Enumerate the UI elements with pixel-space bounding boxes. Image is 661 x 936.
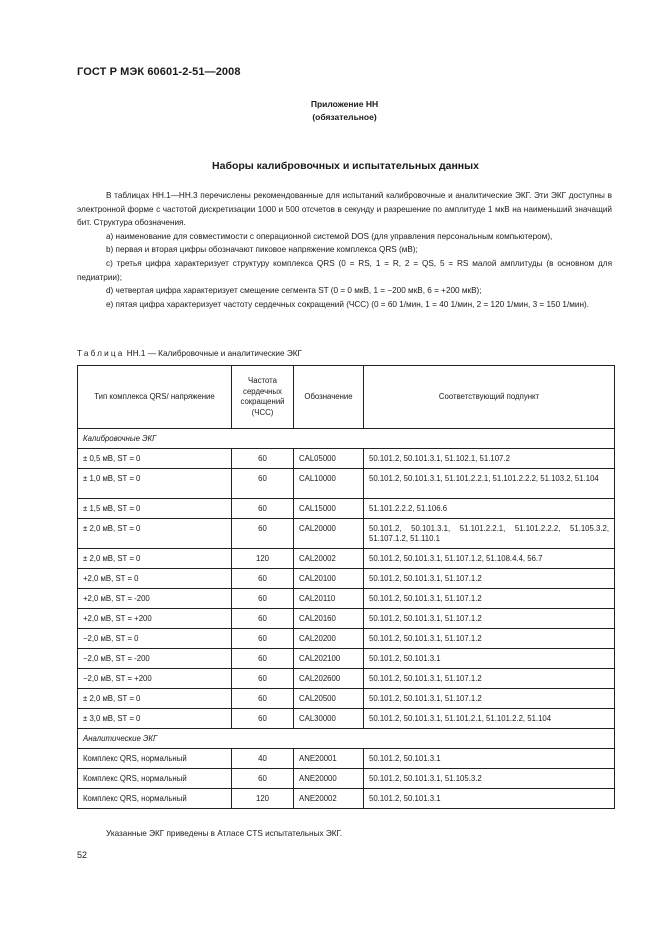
cell-subclause: 51.101.2.2.2, 51.106.6: [364, 499, 615, 519]
cell-subclause: 50.101.2, 50.101.3.1, 51.107.1.2: [364, 689, 615, 709]
cell-subclause: 50.101.2, 50.101.3.1, 51.107.1.2: [364, 629, 615, 649]
cell-qrs-type: Комплекс QRS, нормальный: [78, 789, 232, 809]
cell-heart-rate: 60: [232, 499, 294, 519]
table-row: [78, 499, 615, 519]
table-row: [78, 589, 615, 609]
cell-heart-rate: 60: [232, 519, 294, 549]
header-designation: Обозначение: [294, 366, 364, 429]
table-row: [78, 469, 615, 499]
cell-subclause: 50.101.2, 50.101.3.1, 51.101.2.2.1, 51.101.2.2.2, 51.105.3.2, 51.107.1.2, 51.110.1: [364, 519, 615, 549]
intro-paragraph: В таблицах НН.1—НН.3 перечислены рекомендованные для испытаний калибровочные и аналитические ЭКГ. Эти ЭКГ доступны в электронной форме с частотой дискретизации 1000 и 500 отсчетов в секунду и разрешение по амплитуде 1 мкВ на наименьший значащий бит. Структура обозначения.: [77, 191, 612, 228]
cell-heart-rate: 60: [232, 629, 294, 649]
annex-heading: [0, 98, 661, 124]
cell-heart-rate: 60: [232, 769, 294, 789]
ecg-table: [77, 365, 615, 809]
section-title-text: Наборы калибровочных и испытательных данных: [212, 160, 479, 172]
table-row: [78, 669, 615, 689]
cell-designation: CAL20160: [294, 609, 364, 629]
intro-item-a: a) наименование для совместимости с операционной системой DOS (для управления персональным компьютером),: [106, 231, 553, 241]
cell-subclause: 50.101.2, 50.101.3.1: [364, 649, 615, 669]
cell-qrs-type: +2,0 мВ, ST = -200: [78, 589, 232, 609]
cell-designation: CAL20110: [294, 589, 364, 609]
cell-heart-rate: 60: [232, 649, 294, 669]
cell-qrs-type: Комплекс QRS, нормальный: [78, 749, 232, 769]
intro-item-c: c) третья цифра характеризует структуру комплекса QRS (0 = RS, 1 = R, 2 = QS, 5 = RS малой амплитуды (в основном для педиатрии);: [77, 258, 612, 282]
cell-subclause: 50.101.2, 50.101.3.1, 51.107.1.2: [364, 589, 615, 609]
header-subclause: Соответствующий подпункт: [364, 366, 615, 429]
table-row: [78, 609, 615, 629]
cell-qrs-type: +2,0 мВ, ST = +200: [78, 609, 232, 629]
table-caption-rest: НН.1 — Калибровочные и аналитические ЭКГ: [124, 349, 302, 358]
cell-designation: CAL15000: [294, 499, 364, 519]
cell-designation: CAL30000: [294, 709, 364, 729]
cell-qrs-type: ± 2,0 мВ, ST = 0: [78, 549, 232, 569]
table-row: [78, 549, 615, 569]
table-row: [78, 649, 615, 669]
cell-qrs-type: +2,0 мВ, ST = 0: [78, 569, 232, 589]
cell-designation: CAL20500: [294, 689, 364, 709]
cell-heart-rate: 60: [232, 569, 294, 589]
cell-qrs-type: ± 0,5 мВ, ST = 0: [78, 449, 232, 469]
intro-item-e: e) пятая цифра характеризует частоту сердечных сокращений (ЧСС) (0 = 60 1/мин, 1 = 40 1/мин, 2 = 120 1/мин, 3 = 150 1/мин).: [106, 299, 589, 309]
page-number: 52: [77, 850, 88, 860]
intro-item-b: b) первая и вторая цифры обозначают пиковое напряжение комплекса QRS (мВ);: [106, 245, 418, 255]
cell-subclause: 50.101.2, 50.101.3.1, 51.107.1.2: [364, 609, 615, 629]
table-row: [78, 749, 615, 769]
cell-designation: CAL10000: [294, 469, 364, 499]
cell-subclause: 50.101.2, 50.101.3.1, 51.102.1, 51.107.2: [364, 449, 615, 469]
cell-qrs-type: −2,0 мВ, ST = 0: [78, 629, 232, 649]
section-row-calibration: [78, 429, 615, 449]
cell-subclause: 50.101.2, 50.101.3.1, 51.107.1.2, 51.108.4.4, 56.7: [364, 549, 615, 569]
section-label-analytic: Аналитические ЭКГ: [78, 729, 615, 749]
cell-designation: ANE20002: [294, 789, 364, 809]
section-row-analytic: [78, 729, 615, 749]
cell-heart-rate: 60: [232, 469, 294, 499]
cell-designation: CAL202600: [294, 669, 364, 689]
table-row: [78, 689, 615, 709]
cell-designation: ANE20001: [294, 749, 364, 769]
cell-subclause: 50.101.2, 50.101.3.1, 51.101.2.2.1, 51.101.2.2.2, 51.103.2, 51.104: [364, 469, 615, 499]
annex-status: (обязательное): [312, 112, 377, 122]
table-row: [78, 519, 615, 549]
cell-subclause: 50.101.2, 50.101.3.1: [364, 789, 615, 809]
cell-subclause: 50.101.2, 50.101.3.1, 51.101.2.1, 51.101.2.2, 51.104: [364, 709, 615, 729]
table-caption: [77, 349, 302, 358]
cell-heart-rate: 60: [232, 449, 294, 469]
table-row: [78, 709, 615, 729]
table-caption-word: Таблица: [77, 349, 125, 358]
header-heart-rate: Частота сердечных сокращений (ЧСС): [232, 366, 294, 429]
standard-header: ГОСТ Р МЭК 60601-2-51—2008: [77, 66, 241, 78]
cell-subclause: 50.101.2, 50.101.3.1, 51.107.1.2: [364, 569, 615, 589]
cell-qrs-type: ± 1,5 мВ, ST = 0: [78, 499, 232, 519]
cell-heart-rate: 60: [232, 709, 294, 729]
intro-text: [77, 189, 612, 311]
cell-qrs-type: ± 2,0 мВ, ST = 0: [78, 689, 232, 709]
cell-designation: ANE20000: [294, 769, 364, 789]
cell-heart-rate: 60: [232, 669, 294, 689]
cell-qrs-type: ± 3,0 мВ, ST = 0: [78, 709, 232, 729]
table-header-row: [78, 366, 615, 429]
cell-qrs-type: −2,0 мВ, ST = +200: [78, 669, 232, 689]
cell-designation: CAL202100: [294, 649, 364, 669]
table-row: [78, 629, 615, 649]
cell-qrs-type: −2,0 мВ, ST = -200: [78, 649, 232, 669]
cell-subclause: 50.101.2, 50.101.3.1, 51.105.3.2: [364, 769, 615, 789]
intro-item-d: d) четвертая цифра характеризует смещение сегмента ST (0 = 0 мкВ, 1 = −200 мкВ, 6 = +200 мкВ);: [106, 286, 482, 296]
table-footnote: Указанные ЭКГ приведены в Атласе CTS испытательных ЭКГ.: [106, 829, 343, 838]
section-title: [0, 160, 661, 172]
cell-designation: CAL20000: [294, 519, 364, 549]
cell-heart-rate: 60: [232, 689, 294, 709]
table-row: [78, 789, 615, 809]
cell-qrs-type: ± 2,0 мВ, ST = 0: [78, 519, 232, 549]
cell-designation: CAL20002: [294, 549, 364, 569]
cell-heart-rate: 120: [232, 549, 294, 569]
cell-designation: CAL05000: [294, 449, 364, 469]
cell-heart-rate: 60: [232, 609, 294, 629]
cell-subclause: 50.101.2, 50.101.3.1: [364, 749, 615, 769]
cell-qrs-type: ± 1,0 мВ, ST = 0: [78, 469, 232, 499]
annex-title: Приложение НН: [310, 99, 379, 109]
header-qrs-type: Тип комплекса QRS/ напряжение: [78, 366, 232, 429]
table-row: [78, 569, 615, 589]
cell-qrs-type: Комплекс QRS, нормальный: [78, 769, 232, 789]
table-row: [78, 449, 615, 469]
cell-heart-rate: 40: [232, 749, 294, 769]
cell-designation: CAL20100: [294, 569, 364, 589]
cell-subclause: 50.101.2, 50.101.3.1, 51.107.1.2: [364, 669, 615, 689]
cell-designation: CAL20200: [294, 629, 364, 649]
cell-heart-rate: 120: [232, 789, 294, 809]
cell-heart-rate: 60: [232, 589, 294, 609]
table-row: [78, 769, 615, 789]
section-label-calibration: Калибровочные ЭКГ: [78, 429, 615, 449]
